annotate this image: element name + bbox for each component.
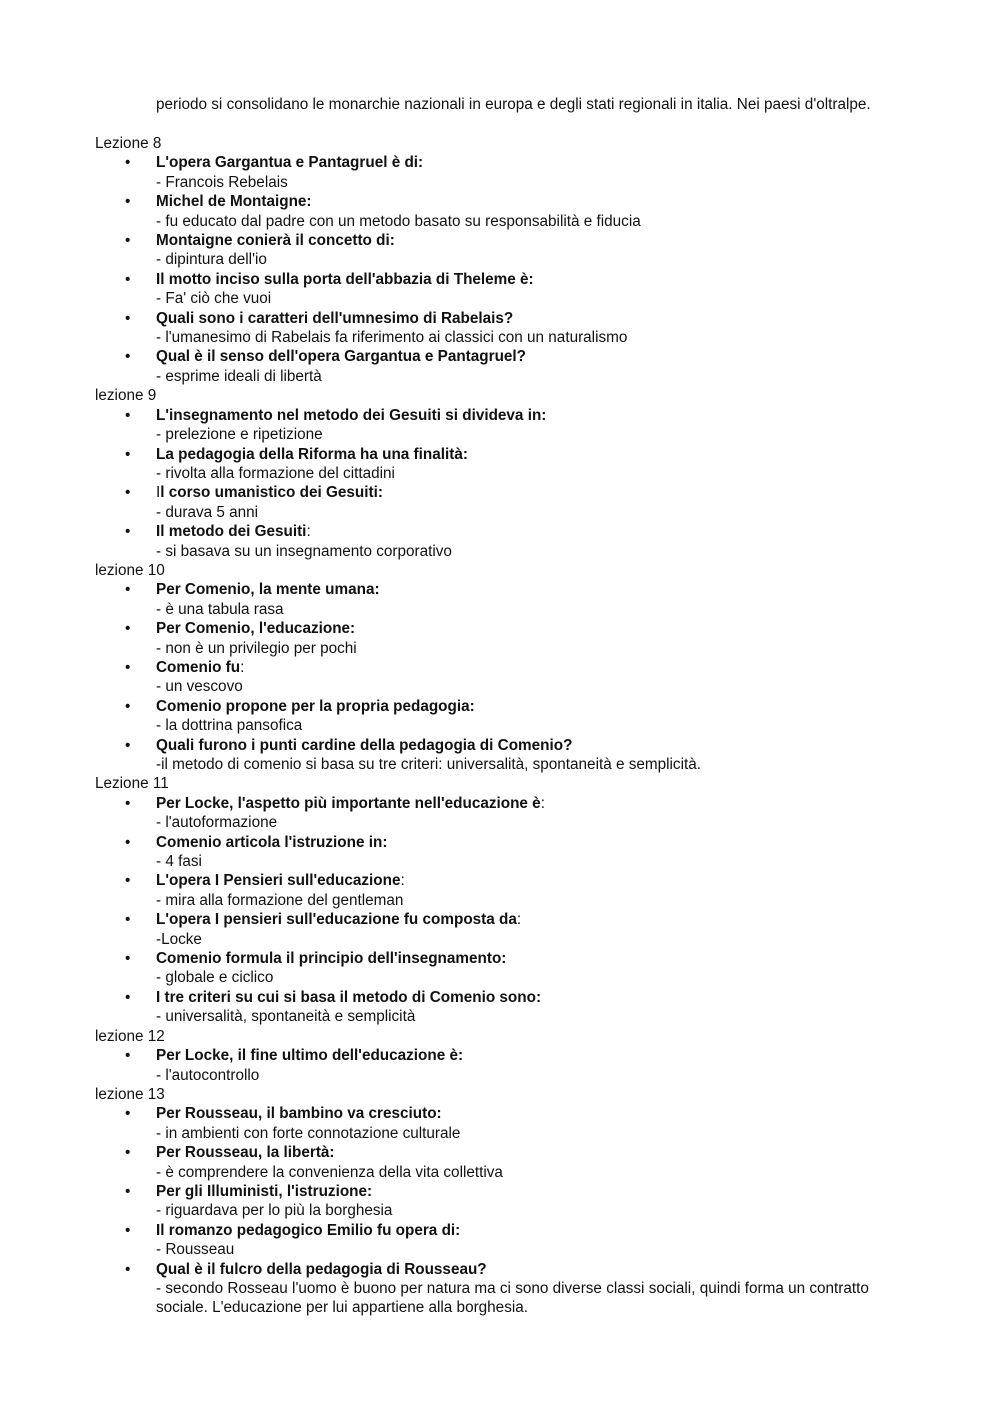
bullet-icon: • [125,581,131,599]
lesson-heading: Lezione 11 [95,775,169,793]
answer-text: - 4 fasi [156,853,202,871]
answer-text: - dipintura dell'io [156,251,267,269]
answer-text: - in ambienti con forte connotazione culturale [156,1124,461,1142]
list-item [95,522,895,561]
list-item [95,270,895,309]
answer-text: - Fa' ciò che vuoi [156,290,272,308]
question-text [156,347,895,366]
lesson-heading: lezione 12 [95,1027,165,1045]
lesson-heading: lezione 9 [95,387,157,405]
question-text [156,522,895,541]
question-main: L'insegnamento nel metodo dei Gesuiti si divideva in: [156,406,547,424]
answer-text: - un vescovo [156,678,243,696]
question-main: Il metodo dei Gesuiti [156,523,307,541]
answer-text: - secondo Rosseau l'uomo è buono per natura ma ci sono diverse classi sociali, quindi forma un contratto sociale. L'educazione per lui appartiene alla borghesia. [156,1279,869,1317]
question-main: l corso umanistico dei Gesuiti: [160,484,383,502]
question-text [156,1046,895,1065]
list-item [95,445,895,484]
question-text [156,192,895,211]
question-main: I tre criteri su cui si basa il metodo di Comenio sono: [156,988,542,1006]
question-main: L'opera Gargantua e Pantagruel è di: [156,154,424,172]
bullet-icon: • [125,911,131,929]
answer-text: - durava 5 anni [156,503,259,521]
question-text [156,231,895,250]
list-item [95,231,895,270]
bullet-icon: • [125,620,131,638]
question-text [156,988,895,1007]
bullet-icon: • [125,523,131,541]
list-item [95,658,895,697]
question-text [156,697,895,716]
bullet-icon: • [125,794,131,812]
question-main: Comenio articola l'istruzione in: [156,833,388,851]
question-main: Il romanzo pedagogico Emilio fu opera di: [156,1221,461,1239]
bullet-icon: • [125,1260,131,1278]
list-item [95,1143,895,1182]
question-text [156,153,895,172]
question-main: Per Locke, il fine ultimo dell'educazione è: [156,1047,464,1065]
answer-text: - riguardava per lo più la borghesia [156,1202,393,1220]
answer-text: - si basava su un insegnamento corporativo [156,542,452,560]
list-item [95,483,895,522]
question-main: Quali furono i punti cardine della pedagogia di Comenio? [156,736,573,754]
list-item [95,153,895,192]
question-text [156,309,895,328]
bullet-icon: • [125,658,131,676]
list-item [95,794,895,833]
answer-text: - è una tabula rasa [156,600,284,618]
answer-text: - non è un privilegio per pochi [156,639,357,657]
bullet-icon: • [125,1182,131,1200]
question-text [156,1260,895,1279]
list-item [95,347,895,386]
question-main: Per Rousseau, il bambino va cresciuto: [156,1105,442,1123]
bullet-icon: • [125,1105,131,1123]
bullet-icon: • [125,950,131,968]
bullet-icon: • [125,445,131,463]
list-item [95,309,895,348]
answer-text: - mira alla formazione del gentleman [156,891,404,909]
question-text [156,406,895,425]
answer-text: - l'autocontrollo [156,1066,260,1084]
list-item [95,619,895,658]
list-item [95,1221,895,1260]
question-main: Qual è il senso dell'opera Gargantua e Pantagruel? [156,348,527,366]
question-text [156,483,895,502]
bullet-icon: • [125,232,131,250]
question-text [156,619,895,638]
question-text [156,580,895,599]
list-item [95,1046,895,1085]
lesson-heading: lezione 10 [95,561,165,579]
question-text [156,794,895,813]
list-item [95,192,895,231]
question-main: Per Comenio, la mente umana: [156,581,380,599]
answer-text: - prelezione e ripetizione [156,426,323,444]
question-list [95,1104,895,1317]
list-item [95,580,895,619]
answer-text: - è comprendere la convenienza della vita collettiva [156,1163,503,1181]
answer-text: - l'umanesimo di Rabelais fa riferimento ai classici con un naturalismo [156,329,628,347]
question-main: L'opera I Pensieri sull'educazione [156,872,401,890]
lesson-heading: Lezione 8 [95,135,162,152]
list-item [95,1260,895,1318]
bullet-icon: • [125,193,131,211]
bullet-icon: • [125,154,131,172]
question-text [156,1221,895,1240]
list-item [95,988,895,1027]
question-text [156,1104,895,1123]
question-tail: : [540,794,545,812]
question-main: Per Rousseau, la libertà: [156,1144,335,1162]
bullet-icon: • [125,736,131,754]
question-main: Comenio formula il principio dell'insegnamento: [156,950,507,968]
question-main: La pedagogia della Riforma ha una finalità: [156,445,468,463]
question-main: Per Comenio, l'educazione: [156,620,356,638]
bullet-icon: • [125,833,131,851]
question-text [156,445,895,464]
answer-text: - globale e ciclico [156,969,274,987]
question-text [156,1143,895,1162]
question-text [156,270,895,289]
question-tail: : [400,872,405,890]
question-tail: : [306,523,311,541]
bullet-icon: • [125,1047,131,1065]
list-item [95,697,895,736]
question-text [156,658,895,677]
question-main: Per Locke, l'aspetto più importante nell'educazione è [156,794,541,812]
list-item [95,949,895,988]
question-main: Qual è il fulcro della pedagogia di Rousseau? [156,1260,487,1278]
bullet-icon: • [125,1144,131,1162]
answer-text: - esprime ideali di libertà [156,367,322,385]
question-list [95,794,895,1027]
question-main: Per gli Illuministi, l'istruzione: [156,1182,373,1200]
list-item [95,1182,895,1221]
question-main: L'opera I pensieri sull'educazione fu composta da [156,911,517,929]
answer-text: -Locke [156,930,202,948]
answer-text: - Rousseau [156,1241,235,1259]
answer-text: - fu educato dal padre con un metodo basato su responsabilità e fiducia [156,212,641,230]
bullet-icon: • [125,697,131,715]
question-text [156,833,895,852]
list-item [95,833,895,872]
answer-text: - universalità, spontaneità e semplicità [156,1008,416,1026]
question-tail: : [240,658,245,676]
list-item [95,910,895,949]
question-tail: : [516,911,522,929]
answer-text: - rivolta alla formazione del cittadini [156,464,395,482]
question-list [95,153,895,386]
question-main: Michel de Montaigne: [156,193,312,211]
bullet-icon: • [125,348,131,366]
answer-text: - la dottrina pansofica [156,717,303,735]
question-main: Montaigne conierà il concetto di: [156,232,395,250]
question-main: Comenio propone per la propria pedagogia: [156,697,475,715]
bullet-icon: • [125,270,131,288]
answer-text: - l'autoformazione [156,814,278,832]
lesson-heading: lezione 13 [95,1085,165,1103]
bullet-icon: • [125,484,131,502]
question-text [156,949,895,968]
answer-text: -il metodo di comenio si basa su tre criteri: universalità, spontaneità e semplicità. [156,756,701,773]
question-head: I [156,484,161,502]
question-text [156,910,895,929]
list-item [95,871,895,910]
intro-paragraph: periodo si consolidano le monarchie nazionali in europa e degli stati regionali in italia. Nei paesi d'oltralpe. [156,96,871,113]
question-text [156,871,895,890]
bullet-icon: • [125,406,131,424]
bullet-icon: • [125,1221,131,1239]
question-list [95,406,895,561]
question-main: Comenio fu [156,658,241,676]
question-main: Il motto inciso sulla porta dell'abbazia di Theleme è: [156,270,534,288]
answer-text: - Francois Rebelais [156,173,288,191]
question-list [95,580,895,774]
list-item [95,1104,895,1143]
lessons-container [95,134,895,1318]
bullet-icon: • [125,309,131,327]
bullet-icon: • [125,872,131,890]
question-main: Quali sono i caratteri dell'umnesimo di Rabelais? [156,309,514,327]
question-text [156,1182,895,1201]
question-text [156,736,895,755]
list-item [95,406,895,445]
list-item [95,736,895,775]
question-list [95,1046,895,1085]
bullet-icon: • [125,988,131,1006]
